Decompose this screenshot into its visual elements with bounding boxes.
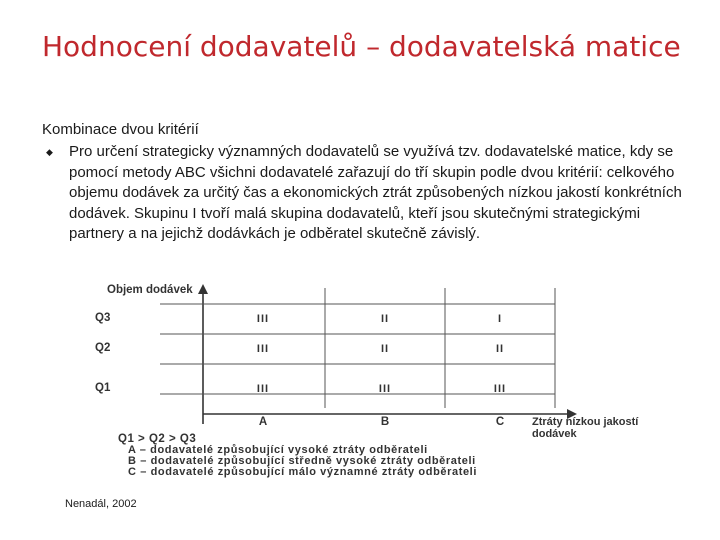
intro-text: Kombinace dvou kritérií: [42, 121, 199, 138]
column-label-c: C: [495, 416, 505, 428]
column-label-a: A: [258, 416, 268, 428]
matrix-cell: III: [256, 313, 270, 325]
matrix-cell: III: [378, 383, 392, 395]
slide-title: Hodnocení dodavatelů – dodavatelská matice: [42, 30, 681, 63]
legend-item: B – dodavatelé způsobující středně vysoké ztráty odběrateli: [128, 455, 476, 467]
row-label-q2: Q2: [95, 342, 111, 354]
row-label-q3: Q3: [95, 312, 111, 324]
bullet-item: [42, 142, 692, 245]
bullet-text: Pro určení strategicky významných dodavatelů se využívá tzv. dodavatelské matice, kdy se pomocí metody ABC všichni dodavatelé zařazují do tří skupin podle dvou kritérií: celkového objemu dodávek za určitý čas a ekonomických ztrát způsobených nízkou jakostí konkrétních dodávek. Skupinu I tvoří malá skupina dodavatelů, kteří jsou skutečnými strategickými partnery a na jejichž dodávkách je odběratel skutečně závislý.: [69, 143, 682, 242]
matrix-cell: II: [380, 313, 390, 325]
y-axis-label: Objem dodávek: [107, 284, 193, 296]
x-axis-label: Ztráty nízkou jakostí dodávek: [532, 416, 639, 440]
legend-item: A – dodavatelé způsobující vysoké ztráty odběrateli: [128, 444, 428, 456]
supplier-matrix-figure: [95, 278, 675, 478]
matrix-cell: I: [497, 313, 503, 325]
matrix-cell: III: [256, 343, 270, 355]
diamond-bullet-icon: ◆: [46, 147, 53, 157]
row-label-q1: Q1: [95, 382, 111, 394]
matrix-cell: III: [493, 383, 507, 395]
matrix-cell: II: [495, 343, 505, 355]
column-label-b: B: [380, 416, 390, 428]
matrix-grid: [95, 278, 675, 438]
matrix-cell: III: [256, 383, 270, 395]
matrix-legend: [128, 445, 648, 478]
source-citation: Nenadál, 2002: [65, 498, 137, 510]
row-order-note: Q1 > Q2 > Q3: [118, 433, 197, 445]
matrix-cell: II: [380, 343, 390, 355]
legend-item: C – dodavatelé způsobující málo významné ztráty odběrateli: [128, 466, 477, 478]
